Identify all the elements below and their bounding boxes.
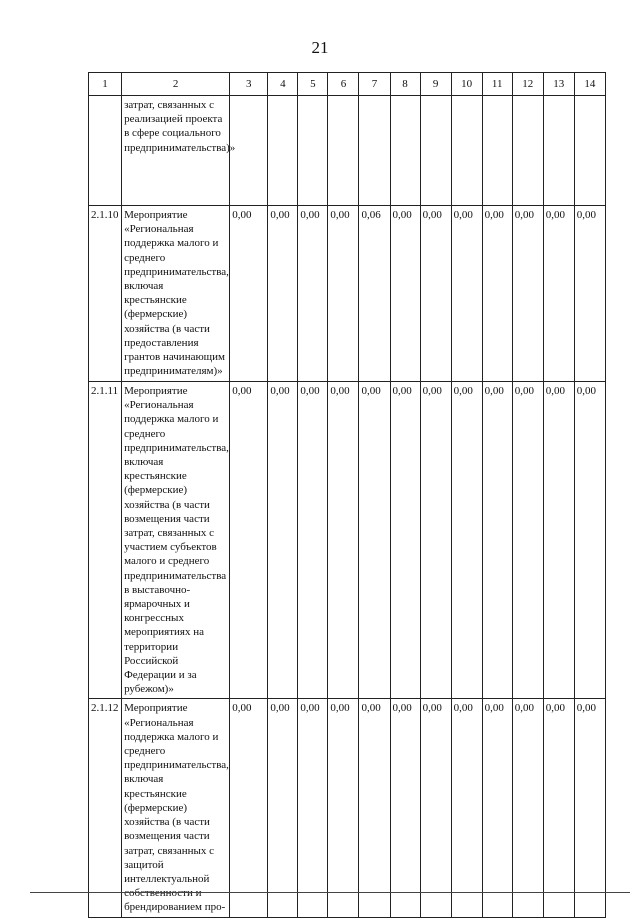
- col-header: 13: [543, 73, 574, 96]
- value-cell: [359, 96, 390, 206]
- value-cell: 0,00: [268, 206, 298, 382]
- value-cell: 0,00: [482, 382, 512, 699]
- value-cell: [230, 96, 268, 206]
- value-cell: 0,00: [482, 206, 512, 382]
- table-row: [89, 206, 606, 382]
- value-cell: 0,00: [328, 206, 359, 382]
- col-header: 7: [359, 73, 390, 96]
- col-header: 8: [390, 73, 420, 96]
- value-cell: [268, 96, 298, 206]
- value-cell: 0,00: [359, 699, 390, 917]
- value-cell: 0,06: [359, 206, 390, 382]
- value-cell: 0,00: [298, 382, 328, 699]
- value-cell: 0,00: [451, 699, 482, 917]
- col-header: 6: [328, 73, 359, 96]
- row-description: Мероприятие «Региональная поддержка малого и среднего предпринимательства, включая крестьянские (фермерские) хозяйства (в части предоставления грантов начинающим предпринимателям)»: [122, 206, 230, 382]
- value-cell: 0,00: [451, 206, 482, 382]
- value-cell: 0,00: [390, 382, 420, 699]
- row-number: 2.1.12: [89, 699, 122, 917]
- value-cell: 0,00: [420, 382, 451, 699]
- value-cell: 0,00: [482, 699, 512, 917]
- col-header: 10: [451, 73, 482, 96]
- value-cell: 0,00: [543, 699, 574, 917]
- col-header: 2: [122, 73, 230, 96]
- value-cell: [482, 96, 512, 206]
- value-cell: 0,00: [543, 206, 574, 382]
- value-cell: 0,00: [574, 382, 605, 699]
- header-row: [89, 73, 606, 96]
- value-cell: 0,00: [512, 382, 543, 699]
- value-cell: 0,00: [230, 382, 268, 699]
- col-header: 12: [512, 73, 543, 96]
- col-header: 14: [574, 73, 605, 96]
- value-cell: 0,00: [359, 382, 390, 699]
- page-number: 21: [311, 38, 329, 57]
- value-cell: 0,00: [298, 206, 328, 382]
- table-row: [89, 382, 606, 699]
- value-cell: [328, 96, 359, 206]
- value-cell: [420, 96, 451, 206]
- col-header: 11: [482, 73, 512, 96]
- value-cell: 0,00: [543, 382, 574, 699]
- value-cell: 0,00: [268, 382, 298, 699]
- col-header: 1: [89, 73, 122, 96]
- col-header: 4: [268, 73, 298, 96]
- budget-table: [88, 72, 606, 918]
- value-cell: [390, 96, 420, 206]
- value-cell: 0,00: [328, 699, 359, 917]
- value-cell: 0,00: [420, 206, 451, 382]
- value-cell: 0,00: [574, 699, 605, 917]
- table-row: [89, 96, 606, 206]
- value-cell: 0,00: [420, 699, 451, 917]
- value-cell: 0,00: [230, 699, 268, 917]
- value-cell: 0,00: [451, 382, 482, 699]
- page-bottom-rule: [30, 892, 630, 893]
- row-description: Мероприятие «Региональная поддержка малого и среднего предпринимательства, включая крестьянские (фермерские) хозяйства (в части возмещения части затрат, связанных с защитой интеллектуальной собственности и брендированием про-: [122, 699, 230, 917]
- col-header: 9: [420, 73, 451, 96]
- value-cell: [574, 96, 605, 206]
- value-cell: [543, 96, 574, 206]
- value-cell: 0,00: [298, 699, 328, 917]
- row-number: 2.1.10: [89, 206, 122, 382]
- value-cell: 0,00: [512, 699, 543, 917]
- value-cell: 0,00: [512, 206, 543, 382]
- row-description: затрат, связанных с реализацией проекта в сфере социального предпринимательства)»: [122, 96, 230, 206]
- value-cell: 0,00: [574, 206, 605, 382]
- value-cell: [512, 96, 543, 206]
- table-row: [89, 699, 606, 917]
- value-cell: 0,00: [390, 206, 420, 382]
- row-description: Мероприятие «Региональная поддержка малого и среднего предпринимательства, включая крестьянские (фермерские) хозяйства (в части возмещения части затрат, связанных с участием субъектов малого и среднего предпринимательства в выставочно-ярмарочных и конгрессных мероприятиях на территории Российской Федерации и за рубежом)»: [122, 382, 230, 699]
- col-header: 3: [230, 73, 268, 96]
- row-number: 2.1.11: [89, 382, 122, 699]
- value-cell: 0,00: [390, 699, 420, 917]
- value-cell: [451, 96, 482, 206]
- value-cell: 0,00: [230, 206, 268, 382]
- value-cell: 0,00: [268, 699, 298, 917]
- value-cell: [298, 96, 328, 206]
- value-cell: 0,00: [328, 382, 359, 699]
- col-header: 5: [298, 73, 328, 96]
- row-number: [89, 96, 122, 206]
